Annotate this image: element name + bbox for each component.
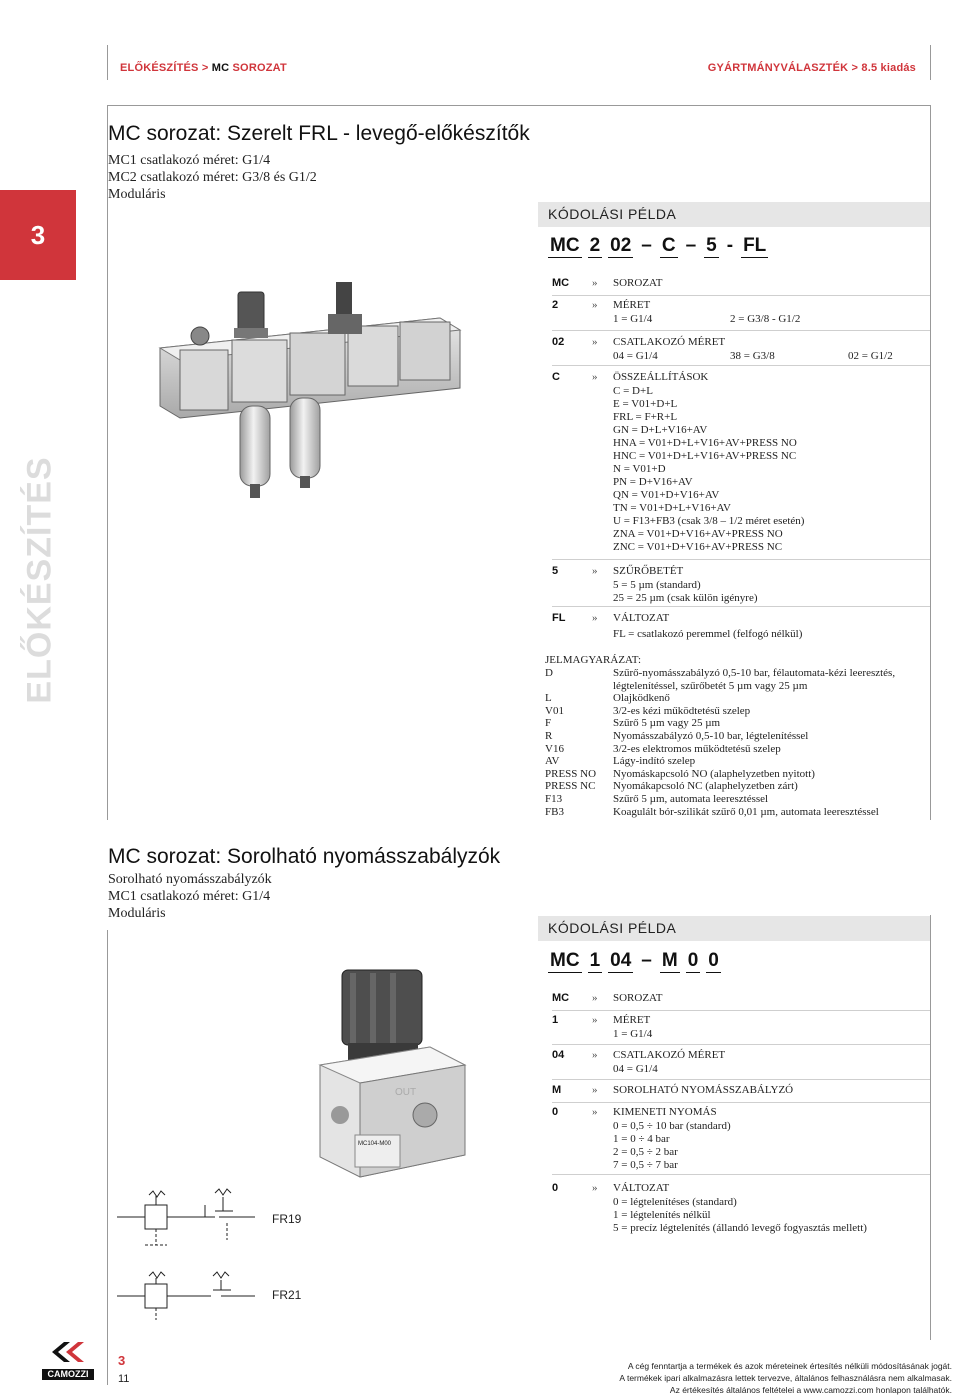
section1-top-rule: [107, 105, 930, 106]
legend-key: FB3: [545, 805, 564, 818]
footer-note: A cég fenntartja a termékek és azok méreteinek értesítés nélküli módosításának jogát.: [627, 1361, 952, 1371]
option-value: 1 = 0 ÷ 4 bar: [613, 1133, 670, 1145]
section2-left-rule: [107, 930, 108, 1340]
option-code: C: [552, 371, 560, 383]
option-code: 02: [552, 336, 565, 348]
symbol-label-fr19: FR19: [272, 1212, 302, 1226]
legend-value: Nyomásszabályzó 0,5-10 bar, légtelenítéssel: [613, 729, 809, 742]
legend-value: Lágy-indító szelep: [613, 755, 696, 768]
header-right-rule: [930, 45, 931, 80]
option-value: 1 = légtelenítés nélkül: [613, 1209, 711, 1221]
option-value: 1 = G1/4: [613, 1028, 653, 1040]
option-code: MC: [552, 277, 570, 289]
option-value: C = D+L: [613, 385, 653, 397]
option-title: KIMENETI NYOMÁS: [613, 1106, 717, 1118]
option-divider: [552, 295, 930, 296]
footer-chapter: 3: [118, 1353, 126, 1368]
option-code: 1: [552, 1014, 559, 1026]
option-separator: »: [592, 299, 598, 311]
option-value: 04 = G1/4: [613, 1063, 658, 1075]
section2-code-example: [548, 950, 727, 973]
breadcrumb-series-label[interactable]: SOROZAT: [229, 62, 287, 74]
option-value: HNC = V01+D+L+V16+AV+PRESS NC: [613, 450, 797, 462]
legend-value: Koagulált bór-szilikát szűrő 0,01 µm, automata leeresztéssel: [613, 805, 879, 818]
legend-row: [545, 667, 930, 680]
code-part: 02: [610, 235, 632, 256]
breadcrumb-right[interactable]: GYÁRTMÁNYVÁLASZTÉK > 8.5 kiadás: [707, 62, 916, 74]
option-title: VÁLTOZAT: [613, 612, 670, 624]
option-divider: [552, 1174, 930, 1175]
option-title: CSATLAKOZÓ MÉRET: [613, 1049, 726, 1061]
option-value: 25 = 25 µm (csak külön igényre): [613, 592, 758, 604]
vertical-section-text: ELŐKÉSZÍTÉS: [20, 456, 59, 704]
option-value: QN = V01+D+V16+AV: [613, 489, 720, 501]
option-value: 2 = G3/8 - G1/2: [730, 313, 801, 325]
product-label: MC104-M00: [358, 1141, 392, 1147]
option-value: 5 = precíz légtelenítés (állandó levegő fogyasztás mellett): [613, 1222, 867, 1234]
chapter-tab: 3: [0, 190, 76, 280]
legend-row: [545, 780, 930, 793]
option-code: M: [552, 1084, 562, 1096]
legend-key: PRESS NC: [545, 780, 596, 793]
legend-row: [545, 680, 930, 693]
section1-coding-bar: KÓDOLÁSI PÉLDA: [538, 202, 930, 227]
code-part: FL: [743, 235, 767, 256]
option-value: 7 = 0,5 ÷ 7 bar: [613, 1159, 678, 1171]
legend-row: [545, 692, 930, 705]
legend-value: Nyomákapcsoló NC (alaphelyzetben zárt): [613, 780, 798, 793]
option-separator: »: [592, 565, 598, 577]
breadcrumb: [120, 62, 287, 74]
footer-note: A termékek ipari alkalmazásra lettek tervezve, általános felhasználásra nem alkalmasak.: [619, 1373, 952, 1383]
option-separator: »: [592, 1014, 598, 1026]
option-divider: [552, 1010, 930, 1011]
option-value: PN = D+V16+AV: [613, 476, 693, 488]
frl-unit-drawing: [140, 278, 480, 508]
option-code: MC: [552, 992, 570, 1004]
code-part: -: [726, 235, 734, 256]
option-separator: »: [592, 371, 598, 383]
legend-title: JELMAGYARÁZAT:: [545, 654, 642, 666]
option-code: FL: [552, 612, 566, 624]
legend-row: [545, 730, 930, 743]
option-separator: »: [592, 277, 598, 289]
port-out-label: OUT: [395, 1087, 417, 1098]
option-value: 0 = 0,5 ÷ 10 bar (standard): [613, 1120, 731, 1132]
option-values: [613, 385, 913, 554]
option-value: 5 = 5 µm (standard): [613, 579, 701, 591]
option-value: GN = D+L+V16+AV: [613, 424, 708, 436]
legend-row: [545, 717, 930, 730]
option-separator: »: [592, 1084, 598, 1096]
header-left-rule: [107, 45, 108, 80]
option-values: [613, 1120, 913, 1172]
option-code: 5: [552, 565, 559, 577]
regulator-drawing: [300, 965, 480, 1190]
section2-title: MC sorozat: Sorolható nyomásszabályzók: [108, 845, 501, 868]
section1-sub3: Moduláris: [108, 187, 166, 202]
legend-key: F: [545, 717, 552, 730]
section2-sub2: MC1 csatlakozó méret: G1/4: [108, 889, 271, 904]
legend-value: Nyomáskapcsoló NO (alaphelyzetben nyitott): [613, 767, 815, 780]
option-title: MÉRET: [613, 299, 651, 311]
option-value: 1 = G1/4: [613, 313, 653, 325]
option-value: TN = V01+D+L+V16+AV: [613, 502, 732, 514]
legend-key: AV: [545, 755, 560, 768]
option-value: E = V01+D+L: [613, 398, 678, 410]
fr21-symbol-drawing: [115, 1268, 275, 1323]
option-divider: [552, 1044, 930, 1045]
legend-key: F13: [545, 792, 563, 805]
legend-value: 3/2-es elektromos működtetésű szelep: [613, 742, 781, 755]
legend-value: Szűrő-nyomásszabályzó 0,5-10 bar, félautomata-kézi leeresztés,: [613, 667, 896, 679]
code-part: MC: [550, 235, 580, 256]
section1-sub1: MC1 csatlakozó méret: G1/4: [108, 153, 271, 168]
option-title: MÉRET: [613, 1014, 651, 1026]
legend-value: Szűrő 5 µm, automata leeresztéssel: [613, 792, 769, 805]
option-divider: [552, 365, 930, 366]
legend-value: Olajködkenő: [613, 692, 670, 705]
option-value: FRL = F+R+L: [613, 411, 678, 423]
option-title: CSATLAKOZÓ MÉRET: [613, 336, 726, 348]
option-separator: »: [592, 336, 598, 348]
option-value: 2 = 0,5 ÷ 2 bar: [613, 1146, 678, 1158]
legend-key: V16: [545, 742, 564, 755]
option-code: 0: [552, 1106, 559, 1118]
legend-key: L: [545, 692, 552, 705]
option-divider: [552, 1079, 930, 1080]
option-divider: [552, 1102, 930, 1103]
vertical-section-label: [18, 420, 62, 740]
code-part: C: [661, 235, 676, 256]
section2-right-rule: [930, 915, 931, 1340]
section2-coding-bar: KÓDOLÁSI PÉLDA: [538, 916, 930, 941]
option-value: FL = csatlakozó peremmel (felfogó nélkül): [613, 628, 803, 640]
code-part: –: [641, 950, 652, 971]
option-value: 04 = G1/4: [613, 350, 658, 362]
option-divider: [552, 330, 930, 331]
option-title: SOROZAT: [613, 277, 663, 289]
section1-title: MC sorozat: Szerelt FRL - levegő-előkészítők: [108, 122, 530, 145]
code-part: 0: [708, 950, 719, 971]
legend-value: 3/2-es kézi működtetésű szelep: [613, 704, 751, 717]
symbol-fr19: [115, 1185, 275, 1255]
option-separator: »: [592, 612, 598, 624]
option-title: VÁLTOZAT: [613, 1182, 670, 1194]
fr19-symbol-drawing: [115, 1185, 275, 1255]
code-part: 5: [706, 235, 717, 256]
option-title: SOROZAT: [613, 992, 663, 1004]
breadcrumb-part[interactable]: ELŐKÉSZÍTÉS >: [120, 62, 212, 74]
option-value: U = F13+FB3 (csak 3/8 – 1/2 méret esetén): [613, 515, 805, 527]
option-value: 0 = légtelenítéses (standard): [613, 1196, 737, 1208]
code-part: –: [641, 235, 652, 256]
section2-subtitle: [108, 871, 272, 922]
option-value: 38 = G3/8: [730, 350, 775, 362]
code-part: 0: [687, 950, 699, 971]
legend-key: V01: [545, 704, 564, 717]
option-values: [613, 579, 913, 605]
footer-page-number: 11: [118, 1373, 130, 1385]
option-values: [613, 1196, 923, 1235]
option-separator: »: [592, 1182, 598, 1194]
legend-row: [545, 755, 930, 768]
option-separator: »: [592, 1049, 598, 1061]
section1-left-rule: [107, 105, 108, 820]
code-part: 04: [610, 950, 632, 971]
legend-row: [545, 743, 930, 756]
option-separator: »: [592, 992, 598, 1004]
legend-row: [545, 768, 930, 781]
section2-sub3: Moduláris: [108, 906, 166, 921]
logo-mark-icon: [42, 1340, 102, 1364]
code-part: 2: [589, 235, 601, 256]
legend-row: [545, 705, 930, 718]
option-code: 0: [552, 1182, 559, 1194]
legend-row: [545, 793, 930, 806]
camozzi-logo: [42, 1340, 102, 1380]
section1-right-rule: [930, 105, 931, 820]
section1-code-example: [548, 235, 774, 258]
option-title: ÖSSZEÁLLÍTÁSOK: [613, 371, 709, 383]
legend-key: D: [545, 667, 553, 679]
section2-sub1: Sorolható nyomásszabályzók: [108, 872, 272, 887]
option-divider: [552, 559, 930, 560]
regulator-image: [300, 965, 480, 1190]
option-value: N = V01+D: [613, 463, 666, 475]
option-divider: [552, 606, 930, 607]
section1-subtitle: [108, 152, 317, 203]
legend-value: Szűrő 5 µm vagy 25 µm: [613, 717, 721, 730]
option-value: 02 = G1/2: [848, 350, 893, 362]
option-code: 04: [552, 1049, 565, 1061]
code-part: M: [661, 950, 678, 971]
footer-rule: [107, 1340, 108, 1385]
section1-sub2: MC2 csatlakozó méret: G3/8 és G1/2: [108, 170, 317, 185]
option-title: SOROLHATÓ NYOMÁSSZABÁLYZÓ: [613, 1084, 794, 1096]
code-part: MC: [550, 950, 580, 971]
symbol-fr21: [115, 1268, 275, 1323]
option-value: ZNC = V01+D+V16+AV+PRESS NC: [613, 541, 783, 553]
footer-note: Az értékesítés általános feltételei a www.camozzi.com honlapon találhatók.: [669, 1385, 952, 1395]
option-value: ZNA = V01+D+V16+AV+PRESS NO: [613, 528, 783, 540]
code-part: –: [685, 235, 697, 256]
legend-value: légtelenítéssel, szűrőbetét 5 µm vagy 25 µm: [613, 679, 808, 692]
legend: [545, 667, 930, 818]
logo-text: CAMOZZI: [42, 1369, 94, 1380]
symbol-label-fr21: FR21: [272, 1288, 302, 1302]
option-code: 2: [552, 299, 559, 311]
frl-unit-image: [140, 278, 480, 508]
option-separator: »: [592, 1106, 598, 1118]
option-title: SZŰRŐBETÉT: [613, 565, 684, 577]
breadcrumb-series[interactable]: MC: [211, 62, 230, 74]
code-part: 1: [589, 950, 601, 971]
option-value: HNA = V01+D+L+V16+AV+PRESS NO: [613, 437, 797, 449]
legend-row: [545, 806, 930, 819]
legend-key: PRESS NO: [545, 767, 597, 780]
legend-key: R: [545, 729, 553, 742]
